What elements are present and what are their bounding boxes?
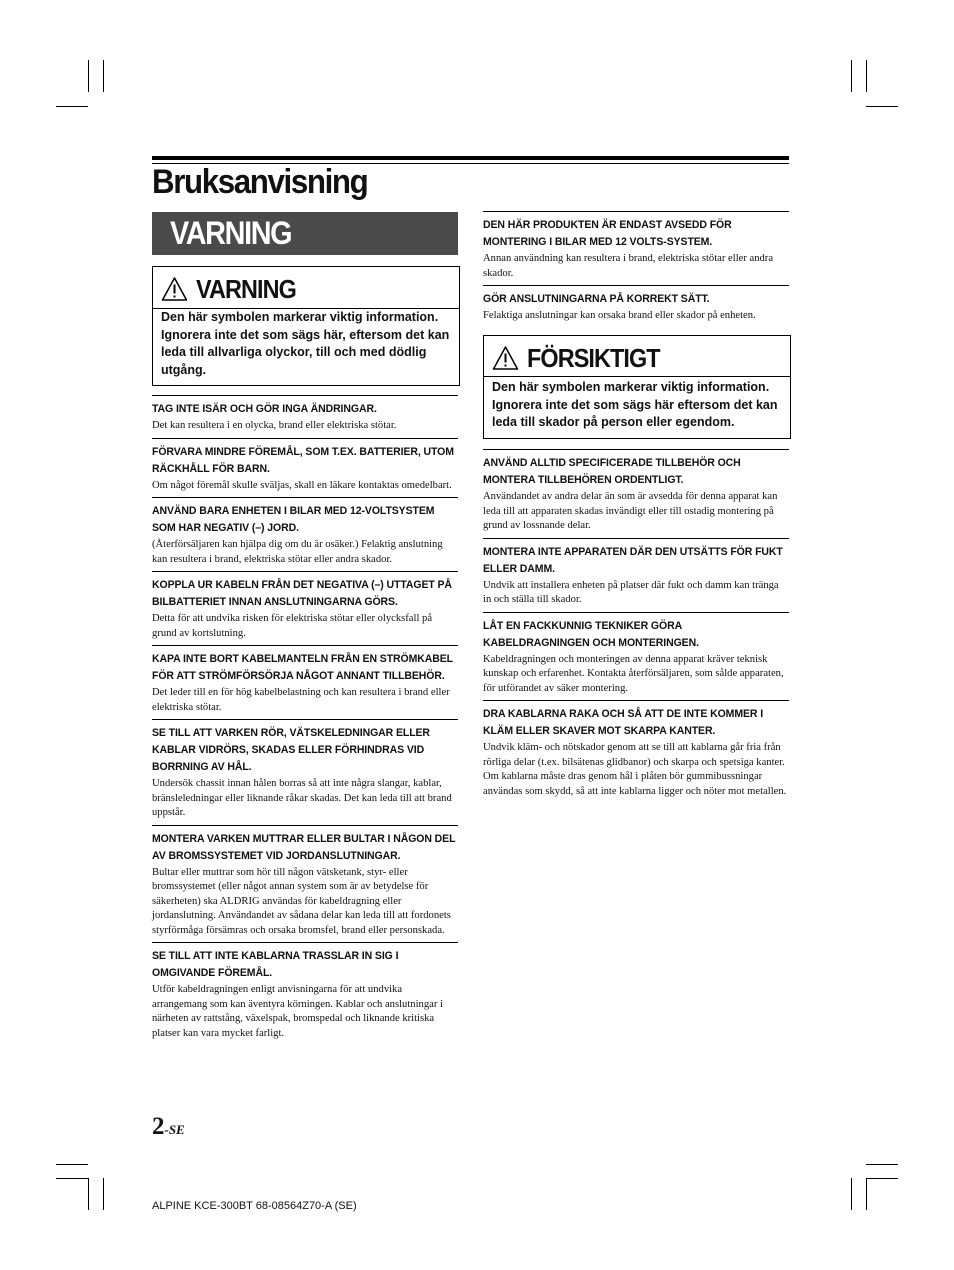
warning-item-body: Det kan resultera i en olycka, brand eller elektriska stötar. — [152, 420, 397, 431]
warning-triangle-icon — [161, 276, 188, 302]
warning-item-body: Om något föremål skulle sväljas, skall en läkare kontaktas omedelbart. — [152, 479, 452, 491]
warning-item — [483, 449, 789, 538]
warning-item-heading: MONTERA INTE APPARATEN DÄR DEN UTSÄTTS FÖR FUKT ELLER DAMM. — [483, 545, 783, 575]
varning-banner-label: VARNING — [170, 215, 292, 251]
footer-code: ALPINE KCE-300BT 68-08564Z70-A (SE) — [152, 1200, 357, 1212]
warning-item-heading: DRA KABLARNA RAKA OCH SÅ ATT DE INTE KOMMER I KLÄM ELLER SKAVER MOT SKARPA KANTER. — [483, 708, 764, 737]
warning-box-header — [161, 271, 307, 307]
warning-item — [483, 211, 789, 285]
warning-item — [152, 395, 458, 438]
left-column — [152, 395, 458, 1045]
warning-item — [152, 719, 458, 825]
warning-item — [152, 438, 458, 498]
caution-box-divider — [484, 376, 790, 377]
warning-item-heading: SE TILL ATT INTE KABLARNA TRASSLAR IN SIG I OMGIVANDE FÖREMÅL. — [152, 950, 399, 979]
caution-box — [483, 335, 791, 439]
warning-item — [152, 497, 458, 571]
warning-item-body: Undersök chassit innan hålen borras så att inte några slangar, kablar, bränsleledningar eller liknande råkar skadas. Det kan leda till att brand uppstår. — [152, 778, 452, 818]
warning-item-heading: ANVÄND ALLTID SPECIFICERADE TILLBEHÖR OCH MONTERA TILLBEHÖREN ORDENTLIGT. — [483, 457, 741, 486]
warning-item-heading: KOPPLA UR KABELN FRÅN DET NEGATIVA (–) UTTAGET PÅ BILBATTERIET INNAN ANSLUTNINGARNA GÖRS. — [152, 579, 452, 608]
title-rule — [152, 156, 789, 160]
warning-item-body: (Återförsäljaren kan hjälpa dig om du är osäker.) Felaktig anslutning kan resultera i brand, elektriska stötar eller andra skador. — [152, 539, 443, 565]
caution-box-heading: FÖRSIKTIGT — [527, 343, 660, 373]
warning-item — [483, 285, 789, 328]
warning-item-heading: KAPA INTE BORT KABELMANTELN FRÅN EN STRÖMKABEL FÖR ATT STRÖMFÖRSÖRJA NÅGOT ANNANT TILLBEHÖR. — [152, 653, 453, 682]
warning-item-body: Kabeldragningen och monteringen av denna apparat kräver teknisk kunskap och erfarenhet. Kontakta återförsäljaren, som sålde apparaten, för utförandet av säker montering. — [483, 653, 784, 694]
warning-item-body: Användandet av andra delar än som är avsedda för denna apparat kan leda till att apparaten skadas invändigt eller till ostadig montering på grund av lossnande delar. — [483, 491, 778, 531]
warning-item — [483, 612, 789, 701]
right-column-top — [483, 211, 789, 328]
warning-box-body: Den här symbolen markerar viktig information. Ignorera inte det som sägs här, eftersom det kan leda till allvarliga olyckor, till och med dödlig utgång. — [161, 310, 450, 377]
warning-item-body: Utför kabeldragningen enligt anvisningarna för att undvika arrangemang som kan äventyra körningen. Kablar och anslutningar i närheten av rattstång, växelspak, bromspedal och liknande kritiska platser kan vara mycket farligt. — [152, 984, 443, 1039]
warning-item-heading: LÅT EN FACKKUNNIG TEKNIKER GÖRA KABELDRAGNINGEN OCH MONTERINGEN. — [483, 619, 699, 649]
warning-item-heading: FÖRVARA MINDRE FÖREMÅL, SOM T.EX. BATTERIER, UTOM RÄCKHÅLL FÖR BARN. — [152, 445, 454, 475]
warning-item-heading: TAG INTE ISÄR OCH GÖR INGA ÄNDRINGAR. — [152, 403, 377, 415]
page-number — [152, 1112, 185, 1145]
warning-item-heading: DEN HÄR PRODUKTEN ÄR ENDAST AVSEDD FÖR MONTERING I BILAR MED 12 VOLTS-SYSTEM. — [483, 219, 732, 248]
caution-box-body: Den här symbolen markerar viktig information. Ignorera inte det som sägs här eftersom det kan leda till skador på person eller egendom. — [492, 380, 778, 429]
warning-item-heading: SE TILL ATT VARKEN RÖR, VÄTSKELEDNINGAR ELLER KABLAR VIDRÖRS, SKADAS ELLER FÖRHINDRAS VID BORRNING AV HÅL. — [152, 727, 430, 773]
warning-box-heading: VARNING — [196, 274, 296, 304]
warning-item — [152, 645, 458, 719]
warning-item-heading: MONTERA VARKEN MUTTRAR ELLER BULTAR I NÅGON DEL AV BROMSSYSTEMET VID JORDANSLUTNINGAR. — [152, 832, 456, 862]
warning-item-body: Felaktiga anslutningar kan orsaka brand eller skador på enheten. — [483, 310, 756, 321]
page-title: Bruksanvisning — [152, 163, 368, 201]
page-number-value: 2 — [152, 1113, 165, 1140]
caution-box-header — [492, 340, 674, 376]
warning-item-body: Detta för att undvika risken för elektriska stötar eller olycksfall på grund av kortslutning. — [152, 613, 433, 639]
right-column-bottom — [483, 449, 789, 803]
warning-item — [483, 538, 789, 612]
warning-item — [152, 571, 458, 645]
warning-item-heading: ANVÄND BARA ENHETEN I BILAR MED 12-VOLTSYSTEM SOM HAR NEGATIV (–) JORD. — [152, 505, 435, 534]
warning-triangle-icon — [492, 345, 519, 371]
warning-box — [152, 266, 460, 386]
warning-item — [152, 825, 458, 943]
warning-item-body: Bultar eller muttrar som hör till någon vätsketank, styr- eller bromssystemet (eller något annan system som är av betydelse för säkerheten) ska ALDRIG användas för kabeldragning eller jordanslutning. Användandet av sådana delar kan leda till att fordonets styrförmåga försämras och orsaka bromsfel, brand eller personskada. — [152, 866, 451, 936]
warning-item — [152, 942, 458, 1045]
warning-item-body: Annan användning kan resultera i brand, elektriska stötar eller andra skador. — [483, 253, 774, 279]
warning-item-body: Undvik kläm- och nötskador genom att se till att kablarna går fria från rörliga delar (t.ex. bilsätenas glidbanor) och skarpa och spetsiga kanter. Om kablarna måste dras genom hål i plåten bör gummibussningar användas som skydd, så att inte kablarna ligger och nöter mot metallen. — [483, 742, 787, 797]
page-number-suffix: -SE — [164, 1122, 185, 1137]
warning-item-body: Undvik att installera enheten på platser där fukt och damm kan tränga in och ställa till skador. — [483, 579, 779, 605]
warning-item-heading: GÖR ANSLUTNINGARNA PÅ KORREKT SÄTT. — [483, 293, 710, 305]
warning-item-body: Det leder till en för hög kabelbelastning och kan resultera i brand eller elektriska stötar. — [152, 687, 450, 713]
varning-banner — [152, 212, 458, 255]
warning-item — [483, 700, 789, 803]
